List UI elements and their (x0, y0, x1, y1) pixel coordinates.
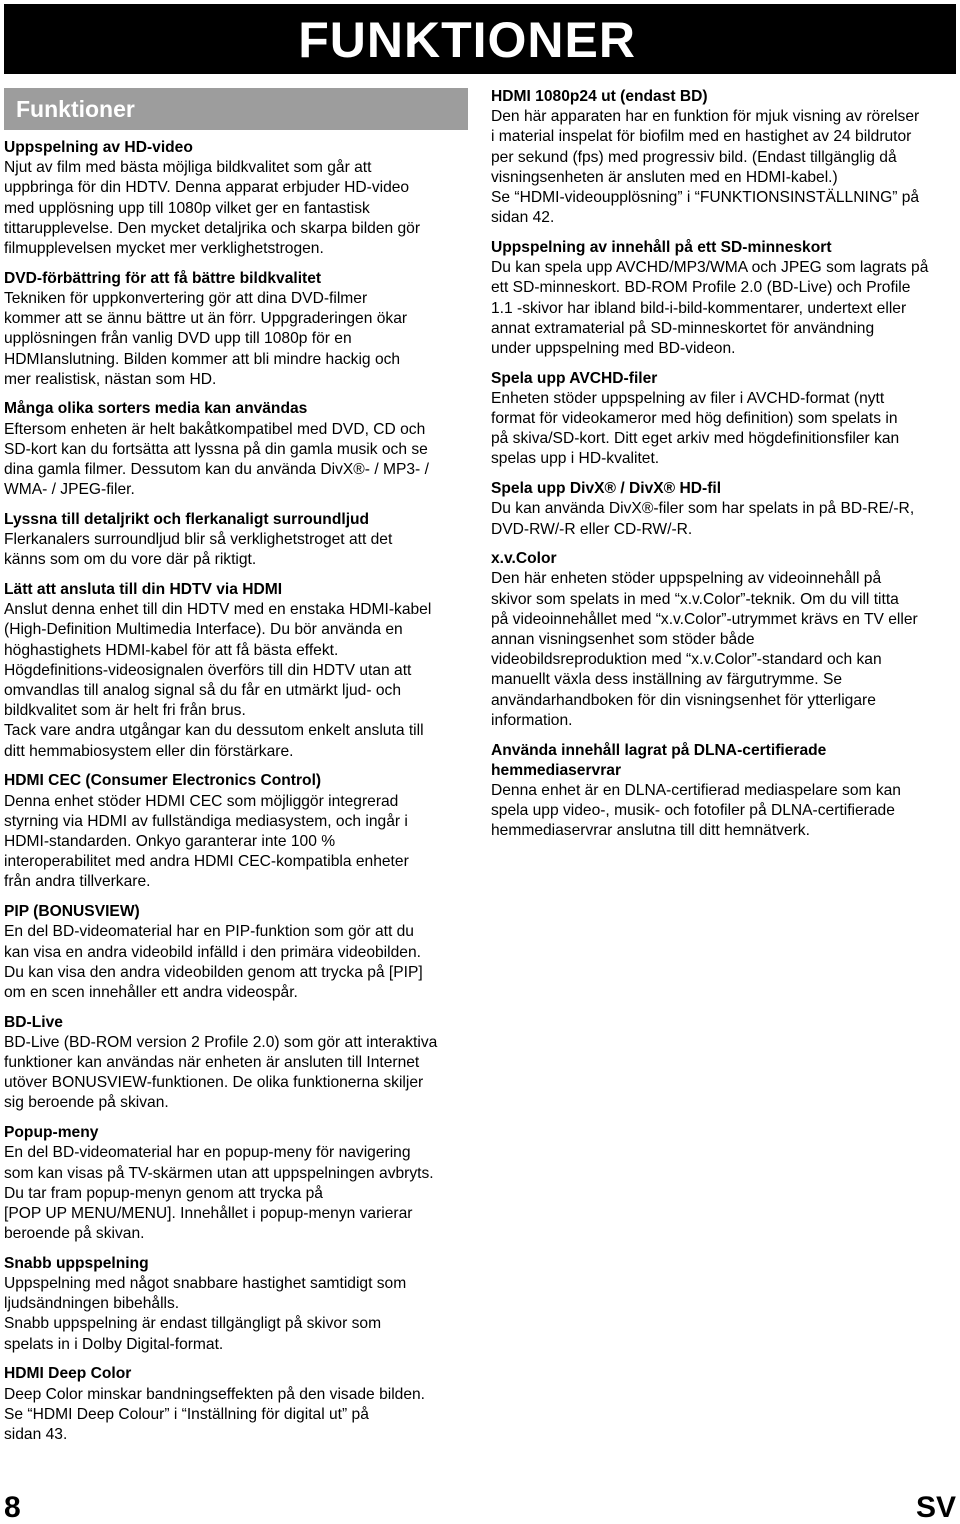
feature-heading: Spela upp DivX® / DivX® HD-fil (491, 480, 722, 498)
feature-heading: Spela upp AVCHD-filer (491, 369, 658, 387)
feature-body: Njut av film med bästa möjliga bildkvalitet som går att uppbringa för din HDTV. Denna apparat erbjuder HD-video med upplösning upp till 1080p vilket ger en fantastisk tittarupplevelse. Den mycket detaljrika och skarpa bilden gör filmupplevelsen mycket mer verklighetstrogen. (4, 159, 421, 258)
feature-body: Denna enhet stöder HDMI CEC som möjliggör integrerad styrning via HDMI av fullständiga mediasystem, och ingår i HDMI-standarden. Onkyo garanterar inte 100 % interoperabilitet med andra HDMI CEC-kompatibla enheter från andra tillverkare. (4, 792, 409, 891)
feature-entry (491, 87, 957, 228)
feature-body: Deep Color minskar bandningseffekten på den visade bilden. Se “HDMI Deep Colour” i “Inställning för digital ut” på sidan 43. (4, 1385, 426, 1443)
feature-heading: Lätt att ansluta till din HDTV via HDMI (4, 581, 283, 599)
section-heading-box (4, 88, 468, 130)
feature-body: Denna enhet är en DLNA-certifierad mediaspelare som kan spela upp video-, musik- och fotofiler på DLNA-certifierade hemmediaservrar anslutna till ditt hemnätverk. (491, 782, 901, 840)
section-title: Funktioner (16, 96, 135, 122)
feature-entry (4, 1364, 474, 1445)
feature-heading: Popup-meny (4, 1124, 99, 1142)
feature-body: Du kan spela upp AVCHD/MP3/WMA och JPEG som lagrats på ett SD-minneskort. BD-ROM Profile 2.0 (BD-Live) och Profile 1.1 -skivor har ibland bild-i-bild-kommentarer, undertext eller annat extramaterial på SD-minneskortet för användning under uppspelning med BD-videon. (491, 259, 929, 357)
language-code: SV (915, 1491, 956, 1524)
feature-entry (491, 238, 957, 359)
feature-entry (4, 138, 474, 259)
feature-heading: HDMI 1080p24 ut (endast BD) (491, 88, 708, 105)
feature-body: Den här enheten stöder uppspelning av videoinnehåll på skivor som spelats in med “x.v.Color”-teknik. Om du vill titta på videoinnehållet med “x.v.Color”-utrymmet krävs en TV eller annan visningsenhet som stöder både videobildsreproduktion med “x.v.Color”-standard och kan manuellt växla dess inställning av färgutrymme. Se användarhandboken för din visningsenhet för ytterligare information. (491, 570, 918, 729)
feature-entry (4, 771, 474, 892)
feature-entry (4, 902, 474, 1003)
feature-heading: Uppspelning av innehåll på ett SD-minneskort (491, 238, 832, 256)
feature-entry (4, 1123, 474, 1244)
feature-heading: Snabb uppspelning (4, 1254, 149, 1272)
feature-entry (491, 549, 957, 731)
feature-body: Uppspelning med något snabbare hastighet samtidigt som ljudsändningen bibehålls. Snabb uppspelning är endast tillgängligt på skivor som spelats in i Dolby Digital-format. (4, 1275, 407, 1353)
feature-entry (4, 399, 474, 500)
feature-entry (4, 269, 474, 390)
feature-heading: PIP (BONUSVIEW) (4, 903, 140, 921)
feature-body: En del BD-videomaterial har en PIP-funktion som gör att du kan visa en andra videobild infälld i den primära videobilden. Du kan visa den andra videobilden genom att trycka på [PIP] om en scen innehåller ett andra videospår. (4, 923, 423, 1001)
header-bar (4, 4, 956, 74)
feature-body: Den här apparaten har en funktion för mjuk visning av rörelser i material inspelat för biofilm med en hastighet av 24 bildrutor per sekund (fps) med progressiv bild. (Endast tillgänglig då visningsenheten är ansluten med en HDMI-kabel.) Se “HDMI-videoupplösning” i “FUNKTIONSINSTÄLLNING” på sidan 42. (491, 108, 920, 227)
feature-heading: Lyssna till detaljrikt och flerkanaligt surroundljud (4, 510, 370, 528)
feature-body: Eftersom enheten är helt bakåtkompatibel med DVD, CD och SD-kort kan du fortsätta att lyssna på din gamla musik och se dina gamla filmer. Dessutom kan du använda DivX®- / MP3- / WMA- / JPEG-filer. (4, 420, 429, 499)
page-number: 8 (4, 1491, 21, 1524)
left-column (4, 138, 474, 1455)
feature-heading: Många olika sorters media kan användas (4, 400, 308, 418)
feature-entry (4, 1013, 474, 1114)
page-title: FUNKTIONER (298, 12, 636, 68)
feature-entry (491, 479, 957, 540)
feature-entry (4, 1254, 474, 1355)
right-column (491, 87, 957, 851)
feature-entry (491, 369, 957, 470)
feature-body: Tekniken för uppkonvertering gör att dina DVD-filmer kommer att se ännu bättre ut än förr. Uppgraderingen ökar upplösningen från vanlig DVD upp till 1080p för en HDMIanslutning. Bilden kommer att bli mindre hackig och mer realistisk, nästan som HD. (4, 289, 408, 388)
feature-body: BD-Live (BD-ROM version 2 Profile 2.0) som gör att interaktiva funktioner kan användas när enheten är ansluten till Internet utöver BONUSVIEW-funktionen. De olika funktionerna skiljer sig beroende på skivan. (4, 1033, 438, 1112)
feature-heading: BD-Live (4, 1013, 63, 1031)
feature-entry (491, 741, 957, 842)
feature-body: En del BD-videomaterial har en popup-meny för navigering som kan visas på TV-skärmen utan att uppspelningen avbryts. Du tar fram popup-menyn genom att trycka på [POP UP MENU/MENU]. Innehållet i popup-menyn varierar beroende på skivan. (4, 1144, 434, 1243)
feature-heading: Använda innehåll lagrat på DLNA-certifierade hemmediaservrar (491, 741, 827, 779)
feature-body: Du kan använda DivX®-filer som har spelats in på BD-RE/-R, DVD-RW/-R eller CD-RW/-R. (491, 500, 915, 538)
feature-body: Anslut denna enhet till din HDTV med en enstaka HDMI-kabel (High-Definition Multimedia Interface). Du bör använda en höghastighets HDMI-kabel för att få bästa effekt. Högdefinitions-videosignalen överförs till din HDTV utan att omvandlas till analog signal så du får en utmärkt ljud- och bildkvalitet som är helt fri från brus. Tack vare andra utgångar kan du dessutom enkelt ansluta till ditt hemmabiosystem eller din förstärkare. (4, 601, 432, 760)
feature-heading: HDMI Deep Color (4, 1365, 132, 1383)
feature-heading: HDMI CEC (Consumer Electronics Control) (4, 772, 322, 790)
feature-heading: Uppspelning av HD-video (4, 139, 193, 156)
feature-entry (4, 510, 474, 571)
feature-entry (4, 580, 474, 762)
feature-body: Enheten stöder uppspelning av filer i AVCHD-format (nytt format för videokameror med hög definition) som spelats in på skiva/SD-kort. Ditt eget arkiv med högdefinitionsfiler kan spelas upp i HD-kvalitet. (491, 389, 900, 468)
feature-heading: DVD-förbättring för att få bättre bildkvalitet (4, 269, 322, 287)
feature-heading: x.v.Color (491, 550, 557, 568)
feature-body: Flerkanalers surroundljud blir så verklighetstroget att det känns som om du vore där på riktigt. (4, 531, 393, 569)
